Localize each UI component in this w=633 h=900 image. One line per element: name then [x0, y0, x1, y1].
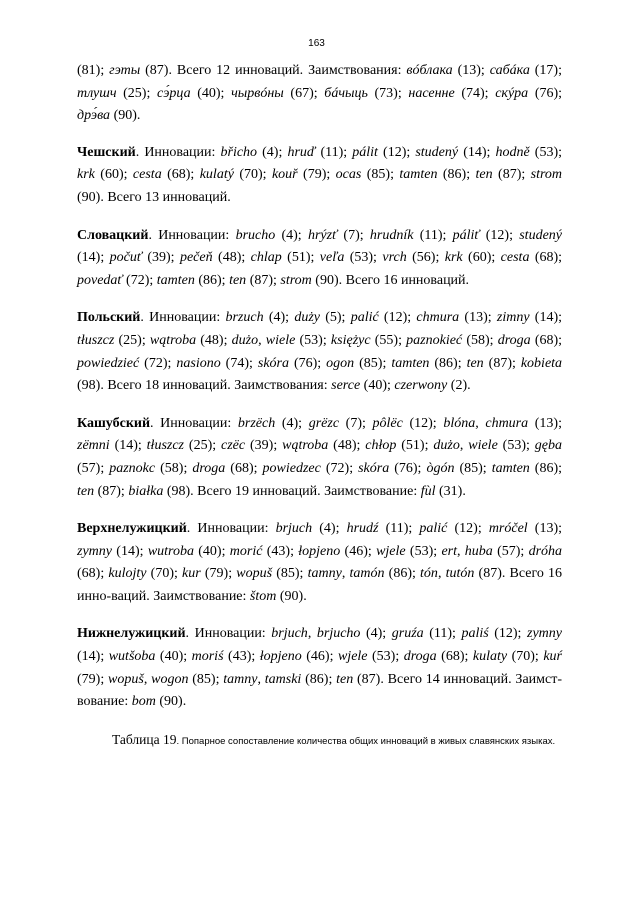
paragraph-czech — [77, 142, 562, 210]
paragraph-polish — [77, 307, 562, 397]
intro-paragraph: (81); гэты (87). Всего 12 инноваций. Заимствования: вóблака (13); сабáка (17); тлушч (25); сэ́рца (40); чырвóны (67); бáчыць (73); насенне (74); скýра (76); дрэ́ва (90). — [77, 63, 563, 124]
paragraph-upper-sorbian — [77, 518, 562, 608]
page-content — [77, 60, 562, 753]
paragraph-text: . Инновации: břicho (4); hruď (11); pálit (12); studený (14); hodně (53); krk (60); cesta (68); kulatý (70); kouř (79); ocas (85); tamten (86); ten (87); strom (90). Всего 13 инноваций. — [77, 144, 563, 205]
language-name: Польский — [77, 310, 141, 326]
paragraph-lower-sorbian — [77, 623, 562, 713]
paragraph-text: . Инновации: brzuch (4); duży (5); palić (12); chmura (13); zimny (14); tłuszcz (25); wątroba (48); dużo, wiele (53); księżyc (55); paznokieć (58); droga (68); powiedzieć (72); nasiono (74); skóra (76); ogon (85); tamten (86); ten (87); kobieta (98). Всего 18 инноваций. Заимствования: serce (40); czerwony (2). — [77, 310, 563, 394]
paragraph-text: . Инновации: brzëch (4); grëzc (7); pôlëc (12); blóna, chmura (13); zëmni (14); tłuszcz (25); czëc (39); wątroba (48); chłop (51); dużo, wiele (53); gęba (57); paznokc (58); droga (68); powiedzec (72); skóra (76); ògón (85); tamten (86); ten (87); białka (98). Всего 19 инноваций. Заимствование: fùl (31). — [77, 415, 563, 499]
paragraph-text: . Инновации: brjuch, brjucho (4); gruźa (11); paliś (12); zymny (14); wutšoba (40); moriś (43); łopjeno (46); wjele (53); droga (68); kulaty (70); kuŕ (79); wopuš, wogon (85); tamny, tamski (86); ten (87). Всего 14 инноваций. Заимст-вование: bom (90). — [77, 626, 563, 710]
caption-label: Таблица 19 — [112, 731, 177, 747]
language-name: Словацкий — [77, 227, 149, 243]
table-caption — [77, 729, 562, 753]
page-number: 163 — [308, 38, 325, 49]
caption-text: . Попарное сопоставление количества общих инноваций в живых славянских языках. — [176, 735, 556, 747]
language-name: Кашубский — [77, 415, 151, 431]
paragraph-text: . Инновации: brucho (4); hrýzť (7); hrudník (11); páliť (12); studený (14); počuť (39); pečeň (48); chlap (51); veľa (53); vrch (56); krk (60); cesta (68); povedať (72); tamten (86); ten (87); strom (90). Всего 16 инноваций. — [77, 227, 563, 288]
paragraph-slovak — [77, 225, 562, 293]
language-name: Верхнелужицкий — [77, 521, 187, 537]
language-name: Чешский — [77, 144, 136, 160]
paragraph-kashubian — [77, 413, 562, 503]
paragraph-text: . Инновации: brjuch (4); hrudź (11); palić (12); mróčel (13); zymny (14); wutroba (40); morić (43); łopjeno (46); wjele (53); ert, huba (57); dróha (68); kulojty (70); kur (79); wopuš (85); tamny, tamón (86); tón, tutón (87). Всего 16 инно-ваций. Заимствование: štom (90). — [77, 521, 563, 604]
language-name: Нижнелужицкий — [77, 626, 186, 642]
